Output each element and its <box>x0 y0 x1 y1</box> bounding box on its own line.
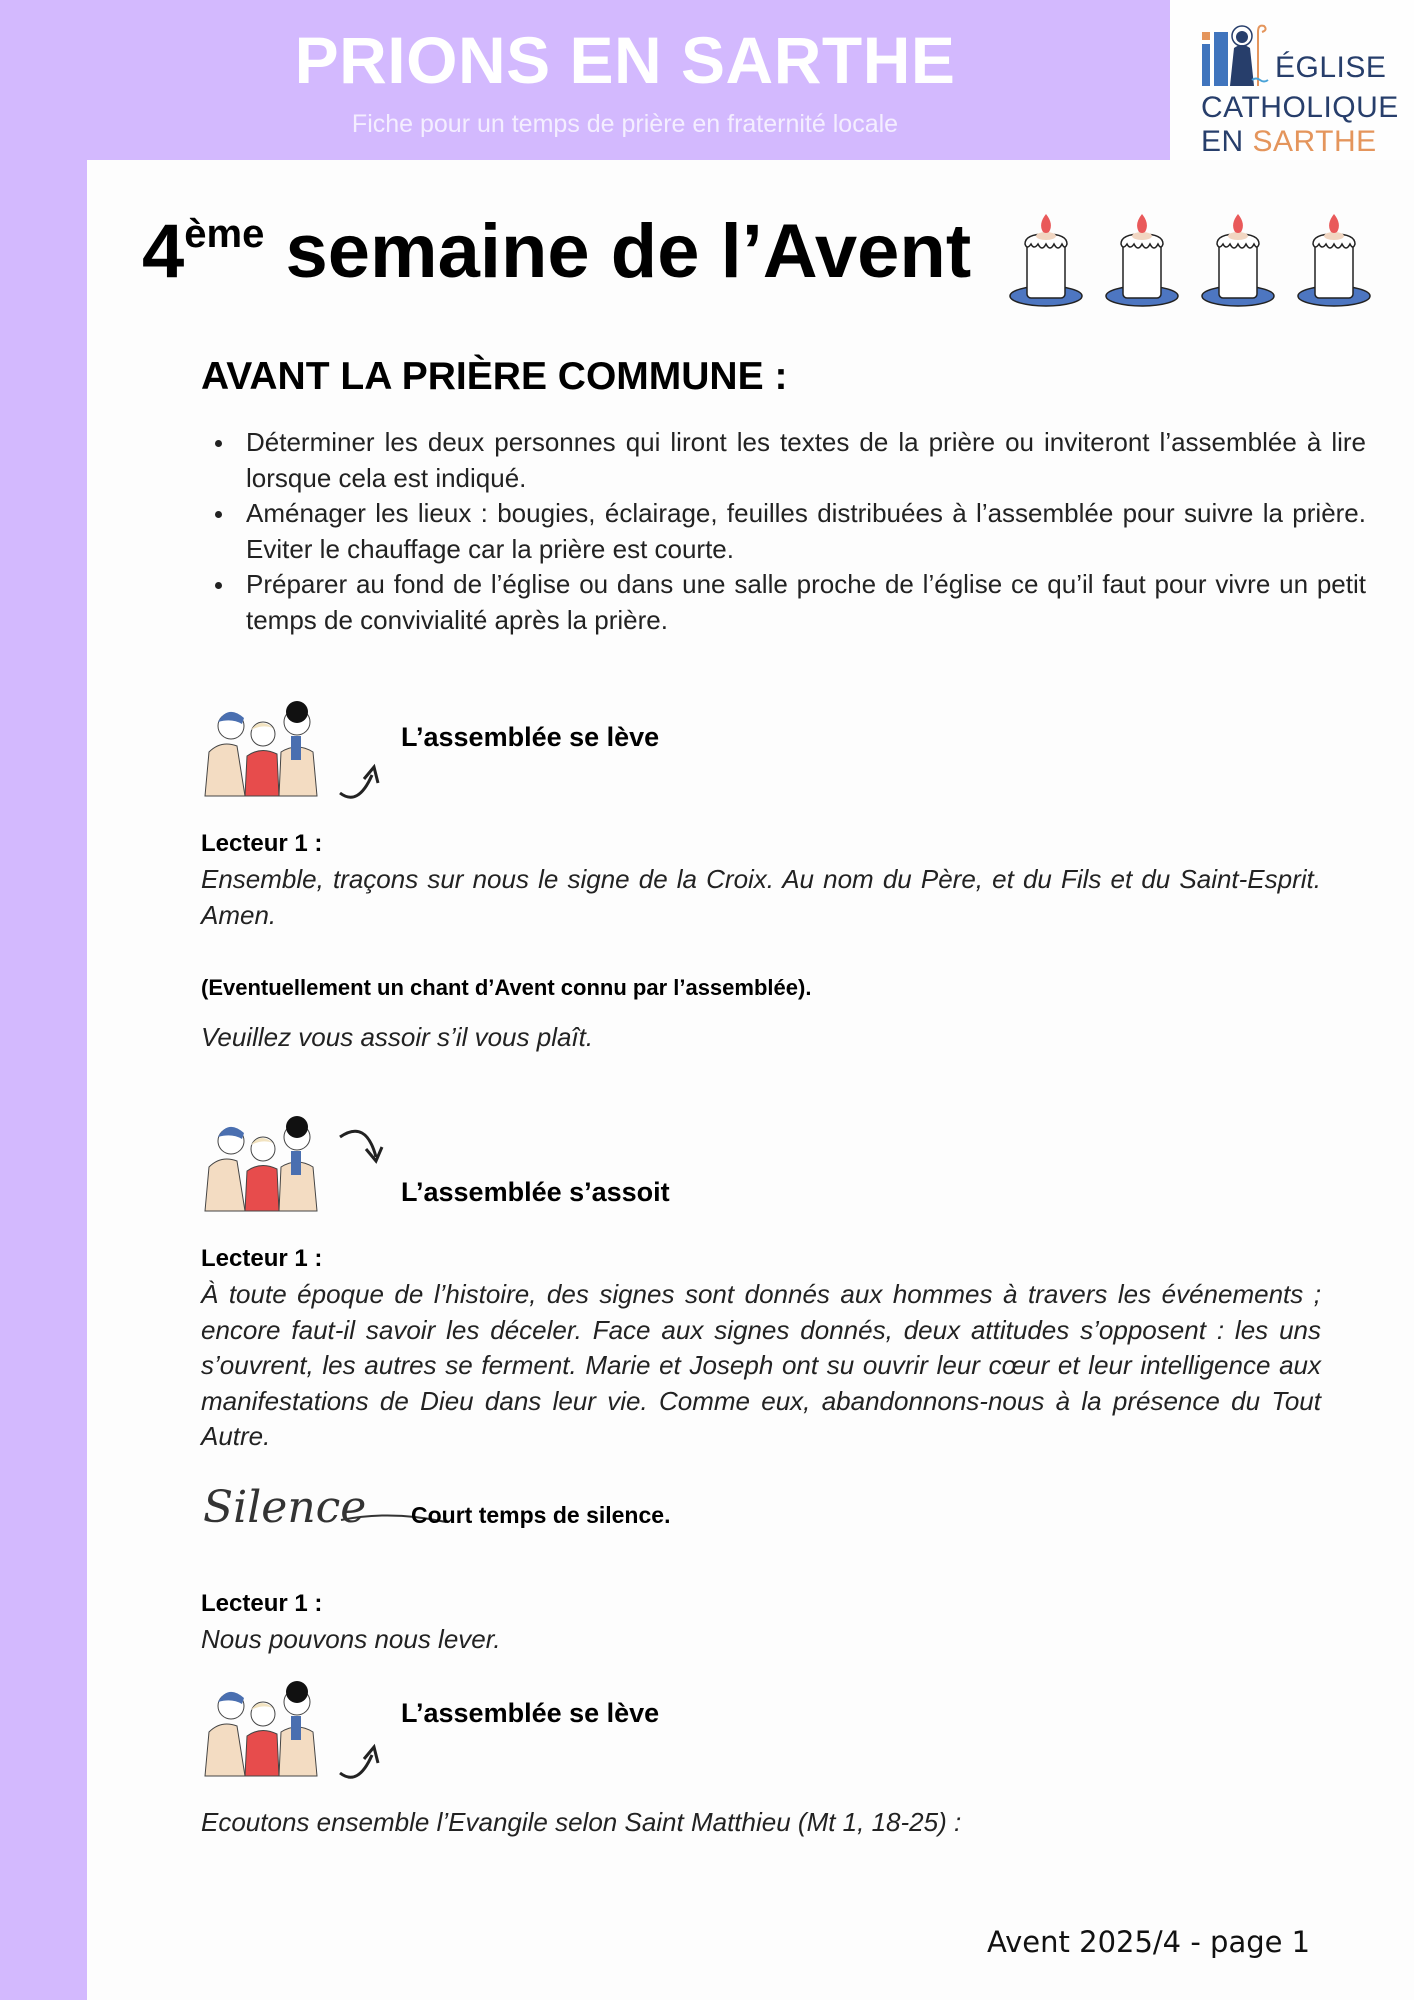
posture-label: L’assemblée s’assoit <box>401 1177 670 1207</box>
saint-figure-logo-icon <box>1200 22 1280 92</box>
posture-label: L’assemblée se lève <box>401 1698 660 1728</box>
posture-stand <box>201 1680 701 1790</box>
logo-text-eglise: ÉGLISE <box>1275 51 1387 84</box>
header-band <box>0 0 1170 160</box>
arrow-up-icon <box>336 755 396 805</box>
page-title <box>142 208 971 295</box>
reading-text: À toute époque de l’histoire, des signes sont donnés aux hommes à travers les événements ; encore faut-il savoir les déceler. Face aux signes donnés, deux attitudes s’opposent : les uns s’ouvrent, les autres se ferment. Marie et Joseph ont su ouvrir leur cœur et leur intelligence aux manifestations de Dieu dans leur vie. Comme eux, abandonnons-nous à la présence du Tout Autre. <box>201 1279 1321 1451</box>
reader-label: Lecteur 1 : <box>201 830 323 857</box>
week-number: 4 <box>142 209 185 294</box>
title-text: semaine de l’Avent <box>285 209 972 294</box>
page-body <box>87 160 1414 2000</box>
candle-icon <box>1199 210 1277 310</box>
people-praying-icon <box>201 1680 341 1780</box>
silence-row <box>201 1480 901 1550</box>
posture-stand <box>201 700 701 810</box>
reader-block <box>201 830 1321 933</box>
svg-text:Silence: Silence <box>203 1482 367 1533</box>
posture-label: L’assemblée se lève <box>401 722 660 752</box>
list-item: Déterminer les deux personnes qui liront les textes de la prière ou inviteront l’assemblée à lire lorsque cela est indiqué. <box>246 425 1366 496</box>
song-note: (Eventuellement un chant d’Avent connu par l’assemblée). <box>201 975 812 1000</box>
gospel-intro: Ecoutons ensemble l’Evangile selon Saint Matthieu (Mt 1, 18-25) : <box>201 1807 962 1837</box>
advent-candles <box>1007 210 1373 320</box>
reader-block <box>201 1590 1321 1658</box>
section-heading: AVANT LA PRIÈRE COMMUNE : <box>201 355 788 398</box>
diocese-logo <box>1170 0 1414 160</box>
reader-label: Lecteur 1 : <box>201 1590 323 1617</box>
logo-text-sarthe: SARTHE <box>1252 125 1377 158</box>
candle-icon <box>1295 210 1373 310</box>
people-praying-icon <box>201 1115 341 1215</box>
reading-text: Ensemble, traçons sur nous le signe de la Croix. Au nom du Père, et du Fils et du Saint-Esprit. Amen. <box>201 864 1321 930</box>
site-title: PRIONS EN SARTHE <box>294 23 956 97</box>
logo-text-en: EN <box>1201 125 1244 158</box>
candle-icon <box>1103 210 1181 310</box>
reading-text: Nous pouvons nous lever. <box>201 1624 501 1654</box>
page-footer: Avent 2025/4 - page 1 <box>987 1925 1311 1959</box>
list-item: Aménager les lieux : bougies, éclairage, feuilles distribuées à l’assemblée pour suivre la prière. Eviter le chauffage car la prière est courte. <box>246 496 1366 567</box>
silence-label: Court temps de silence. <box>411 1502 671 1528</box>
site-subtitle: Fiche pour un temps de prière en fraternité locale <box>351 110 899 138</box>
posture-sit <box>201 1115 701 1225</box>
preparation-list <box>201 425 1366 638</box>
arrow-up-icon <box>336 1735 396 1785</box>
list-item: Préparer au fond de l’église ou dans une salle proche de l’église ce qu’il faut pour vivre un petit temps de convivialité après la prière. <box>246 567 1366 638</box>
people-praying-icon <box>201 700 341 800</box>
ordinal-suffix: ème <box>184 212 265 256</box>
logo-text-catholique: CATHOLIQUE <box>1201 91 1399 124</box>
arrow-down-icon <box>336 1123 396 1173</box>
sit-request-text: Veuillez vous assoir s’il vous plaît. <box>201 1022 594 1052</box>
candle-icon <box>1007 210 1085 310</box>
logo-text-en-sarthe <box>1201 125 1377 159</box>
reader-block <box>201 1245 1321 1455</box>
reader-label: Lecteur 1 : <box>201 1245 323 1272</box>
